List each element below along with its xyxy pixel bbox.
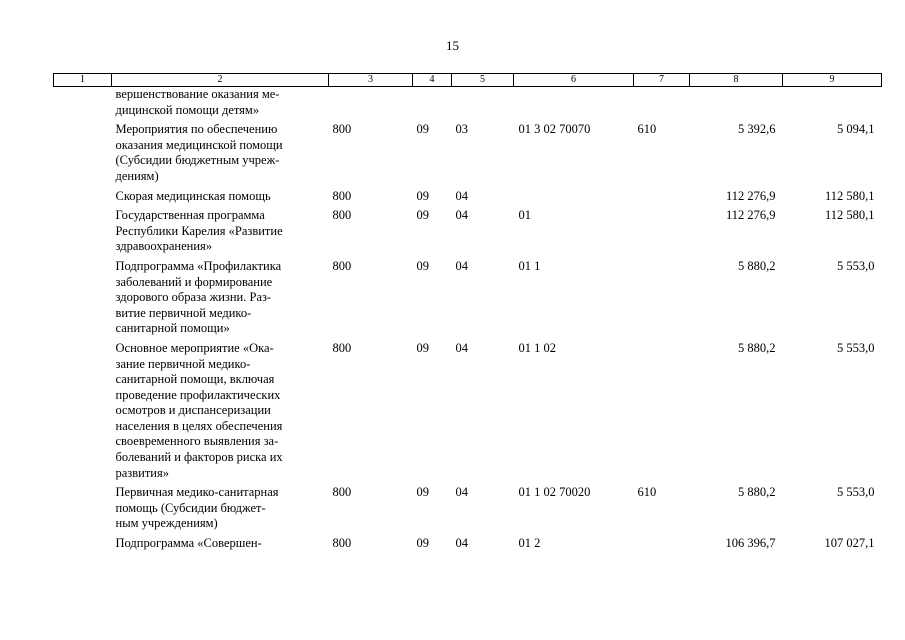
item-name: Первичная медико-санитарная помощь (Субсидии бюджет- ным учреждениям) <box>115 485 279 531</box>
table-row <box>54 122 882 188</box>
column-number-header <box>54 74 882 87</box>
budget-table <box>53 73 882 556</box>
cell-c4: 09 <box>416 188 429 203</box>
cell-c3: 800 <box>332 122 352 137</box>
table-row <box>54 87 882 123</box>
cell-c8: 106 396,7 <box>725 536 776 551</box>
cell-c6: 01 <box>518 208 531 223</box>
column-header: 5 <box>452 74 514 87</box>
cell-c9: 5 553,0 <box>837 485 875 500</box>
item-name: Скорая медицинская помощь <box>115 188 271 203</box>
item-name: Подпрограмма «Профилактика заболеваний и формирование здорового образа жизни. Раз- витие первичной медико- санитарной помощи» <box>115 258 282 336</box>
cell-c9: 5 553,0 <box>837 258 875 273</box>
cell-c6: 01 1 02 <box>518 340 556 355</box>
item-name: Мероприятия по обеспечению оказания медицинской помощи (Субсидии бюджетным учреж- дениям) <box>115 122 283 183</box>
cell-c8: 112 276,9 <box>725 188 776 203</box>
cell-c5: 04 <box>455 258 468 273</box>
column-header: 6 <box>514 74 634 87</box>
cell-c3: 800 <box>332 536 352 551</box>
column-header: 2 <box>112 74 329 87</box>
cell-c4: 09 <box>416 485 429 500</box>
cell-c7 <box>634 536 690 556</box>
column-header: 3 <box>329 74 413 87</box>
cell-c3: 800 <box>332 208 352 223</box>
cell-c9: 5 094,1 <box>837 122 875 137</box>
cell-c5: 03 <box>455 122 468 137</box>
cell-c3: 800 <box>332 340 352 355</box>
cell-c4: 09 <box>416 258 429 273</box>
column-header: 7 <box>634 74 690 87</box>
table-row <box>54 259 882 341</box>
cell-c6 <box>514 87 634 123</box>
column-header: 9 <box>783 74 882 87</box>
cell-c8: 5 880,2 <box>738 485 776 500</box>
table-row <box>54 189 882 209</box>
cell-c4: 09 <box>416 208 429 223</box>
cell-c6: 01 1 02 70020 <box>518 485 591 500</box>
cell-c6: 01 3 02 70070 <box>518 122 591 137</box>
cell-c5 <box>452 87 514 123</box>
cell-c3: 800 <box>332 258 352 273</box>
cell-c6: 01 2 <box>518 536 541 551</box>
item-name: вершенствование оказания ме- дицинской помощи детям» <box>115 87 280 117</box>
item-name: Основное мероприятие «Ока- зание первичной медико- санитарной помощи, включая проведение профилактических осмотров и диспансеризации населения в целях обеспечения своевременного выявления за- болеваний и факторов риска их развития» <box>115 340 283 480</box>
cell-c9: 5 553,0 <box>837 340 875 355</box>
cell-c5: 04 <box>455 485 468 500</box>
cell-c8: 5 880,2 <box>738 258 776 273</box>
item-name: Государственная программа Республики Карелия «Развитие здравоохранения» <box>115 208 283 254</box>
cell-c5: 04 <box>455 340 468 355</box>
cell-c6: 01 1 <box>518 258 541 273</box>
column-header: 4 <box>413 74 452 87</box>
table-row <box>54 341 882 485</box>
cell-c4: 09 <box>416 340 429 355</box>
cell-c3 <box>329 87 413 123</box>
cell-c7 <box>634 259 690 341</box>
cell-c7 <box>634 189 690 209</box>
item-name: Подпрограмма «Совершен- <box>115 536 262 551</box>
cell-c3: 800 <box>332 485 352 500</box>
table-row <box>54 536 882 556</box>
cell-c5: 04 <box>455 188 468 203</box>
cell-c9 <box>783 87 882 123</box>
cell-c4: 09 <box>416 536 429 551</box>
cell-c8: 5 392,6 <box>738 122 776 137</box>
cell-c9: 112 580,1 <box>824 208 875 223</box>
page-number: 15 <box>446 38 459 53</box>
cell-c6 <box>514 189 634 209</box>
cell-c9: 112 580,1 <box>824 188 875 203</box>
cell-c8: 112 276,9 <box>725 208 776 223</box>
cell-c9: 107 027,1 <box>824 536 875 551</box>
cell-c7 <box>634 87 690 123</box>
table-row <box>54 208 882 259</box>
cell-c4: 09 <box>416 122 429 137</box>
table-row <box>54 485 882 536</box>
cell-c3: 800 <box>332 188 352 203</box>
column-header: 1 <box>54 74 112 87</box>
cell-c5: 04 <box>455 208 468 223</box>
cell-c5: 04 <box>455 536 468 551</box>
cell-c8 <box>690 87 783 123</box>
column-header: 8 <box>690 74 783 87</box>
cell-c7: 610 <box>637 485 657 500</box>
cell-c7 <box>634 341 690 485</box>
cell-c7 <box>634 208 690 259</box>
cell-c8: 5 880,2 <box>738 340 776 355</box>
cell-c7: 610 <box>637 122 657 137</box>
cell-c4 <box>413 87 452 123</box>
